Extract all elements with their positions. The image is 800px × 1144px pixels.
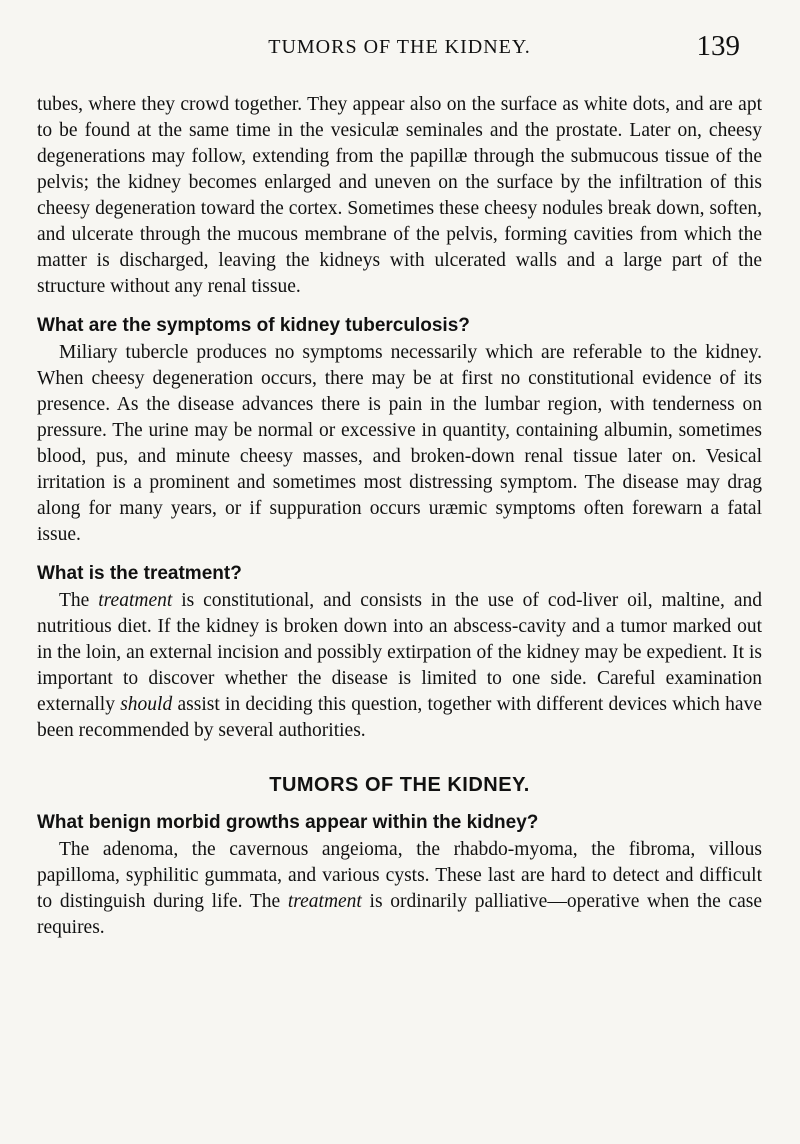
emphasis-treatment: treatment xyxy=(98,590,173,611)
text-run: is constitutional, and consists in the use of cod-liver oil, maltine, and nutritious diet. If the kidney is broken down into an abscess-cavity and a tumor marked out in the loin, an external incision and possibly extirpation of the kidney may be expedient. It is important to discover whether the disease is limited to one side. Careful examination externally xyxy=(37,590,762,715)
emphasis-should: should xyxy=(120,694,173,715)
text-run: The adenoma, the cavernous angeioma, the rhabdo-myoma, the fibroma, villous papilloma, syphilitic gummata, and various cysts. These last are hard to detect and difficult to distinguish during life. The xyxy=(37,839,762,912)
text-run: is ordinarily palliative—operative when the case requires. xyxy=(37,891,762,938)
page-number: 139 xyxy=(696,30,740,62)
question-benign-growths: What benign morbid growths appear within the kidney? xyxy=(37,812,539,833)
paragraph-benign-growths xyxy=(37,837,762,941)
paragraph-symptoms: Miliary tubercle produces no symptoms necessarily which are referable to the kidney. When cheesy degeneration occurs, there may be at first no constitutional evidence of its presence. As the disease advances there is pain in the lumbar region, with tenderness on pressure. The urine may be normal or excessive in quantity, containing albumin, sometimes blood, pus, and minute cheesy masses, and broken-down renal tissue later on. Vesical irritation is a prominent and sometimes most distressing symptom. The disease may drag along for many years, or if suppuration occurs uræmic symptoms often forewarn a fatal issue. xyxy=(37,342,762,545)
paragraph-treatment xyxy=(37,588,762,744)
running-head xyxy=(37,30,762,64)
question-symptoms: What are the symptoms of kidney tuberculosis? xyxy=(37,315,470,336)
question-treatment: What is the treatment? xyxy=(37,563,242,584)
emphasis-treatment: treatment xyxy=(287,891,362,912)
text-run: assist in deciding this question, together with different devices which have been recommended by several authorities. xyxy=(37,694,762,741)
text-run: The xyxy=(59,590,99,611)
running-title: TUMORS OF THE KIDNEY. xyxy=(268,36,531,58)
section-title: TUMORS OF THE KIDNEY. xyxy=(269,774,530,796)
paragraph-tuberculosis-continued: tubes, where they crowd together. They appear also on the surface as white dots, and are apt to be found at the same time in the vesiculæ seminales and the prostate. Later on, cheesy degenerations may follow, extending from the papillæ through the submucous tissue of the pelvis; the kidney becomes enlarged and uneven on the surface by the infiltration of this cheesy degeneration toward the cortex. Sometimes these cheesy nodules break down, soften, and ulcerate through the mucous membrane of the pelvis, forming cavities from which the matter is discharged, leaving the kidneys with ulcerated walls and a large part of the structure without any renal tissue. xyxy=(37,94,762,297)
